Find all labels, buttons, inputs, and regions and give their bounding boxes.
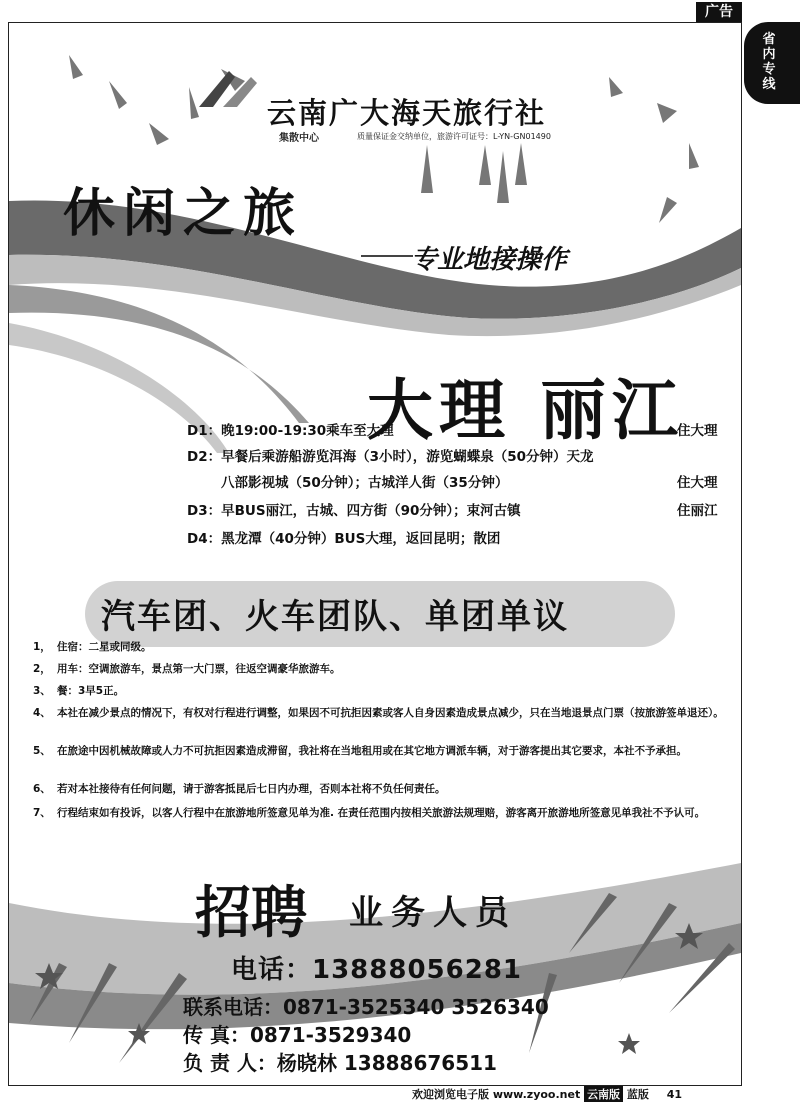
note-num: 3、 xyxy=(33,685,51,697)
footer-badge: 云南版 xyxy=(584,1086,623,1102)
note-2 xyxy=(33,659,742,679)
contact-phone: 联系电话：0871-3525340 3526340 xyxy=(183,995,549,1019)
contact-fax: 传 真：0871-3529340 xyxy=(183,1023,412,1047)
note-7 xyxy=(33,803,742,847)
note-text: 行程结束如有投诉，以客人行程中在旅游地所签意见单为准. 在责任范围内按相关旅游法规理赔，游客离开旅游地所签意见单我社不予认可。 xyxy=(57,807,706,819)
note-text: 若对本社接待有任何问题，请于游客抵昆后七日内办理，否则本社将不负任何责任。 xyxy=(57,783,446,795)
recruit-subtitle: 业务人员 xyxy=(349,893,517,933)
note-1 xyxy=(33,637,742,657)
note-6 xyxy=(33,779,742,799)
note-text: 在旅途中因机械故障或人力不可抗拒因素造成滞留，我社将在当地租用或在其它地方调派车辆，对于游客提出其它要求，本社不予承担。 xyxy=(57,745,687,757)
company-license: 质量保证金交纳单位，旅游许可证号：L-YN-GN01490 xyxy=(357,132,551,141)
footer-text: 欢迎浏览电子版 www.zyoo.net xyxy=(412,1088,581,1101)
group-banner-text: 汽车团、火车团队、单团单议 xyxy=(101,597,569,637)
note-text: 住宿：二星或同级。 xyxy=(57,641,152,653)
note-num: 2， xyxy=(33,663,51,675)
page-number: 41 xyxy=(666,1088,683,1101)
recruit-title: 招聘 xyxy=(195,881,307,946)
itinerary-stay-2: 住大理 xyxy=(677,475,718,491)
footer-edition: 蓝版 xyxy=(626,1088,649,1101)
advertisement-panel xyxy=(8,22,742,1086)
company-logo xyxy=(195,67,261,111)
itinerary-day-1: D1：晚19:00-19:30乘车至大理 xyxy=(187,423,394,439)
itinerary-stay-1: 住大理 xyxy=(677,423,718,439)
note-text: 本社在减少景点的情况下，有权对行程进行调整，如果因不可抗拒因素或客人自身因素造成景点减少，只在当地退景点门票（按旅游签单退还）。 xyxy=(57,707,724,719)
note-text: 餐：3早5正。 xyxy=(57,685,125,697)
note-3 xyxy=(33,681,742,701)
note-num: 1， xyxy=(33,641,51,653)
page-title: 休闲之旅 xyxy=(63,183,304,244)
company-name: 云南广大海天旅行社 xyxy=(267,96,547,130)
note-num: 4、 xyxy=(33,707,51,719)
contact-manager: 负 责 人：杨晓林 13888676511 xyxy=(183,1051,497,1075)
note-num: 5、 xyxy=(33,745,51,757)
itinerary-day-3: D3：早BUS丽江，古城、四方街（90分钟）；束河古镇 xyxy=(187,503,521,519)
note-text: 用车：空调旅游车，景点第一大门票，往返空调豪华旅游车。 xyxy=(57,663,341,675)
note-num: 6、 xyxy=(33,783,51,795)
ad-tag: 广告 xyxy=(696,2,742,22)
side-tab-label: 省内专线 xyxy=(762,32,776,92)
itinerary-day-2: D2：早餐后乘游船游览洱海（3小时），游览蝴蝶泉（50分钟）天龙 xyxy=(187,449,594,465)
recruit-phone: 电话：13888056281 xyxy=(231,955,522,985)
company-sub-left: 集散中心 xyxy=(279,133,319,144)
itinerary-day-2-cont: 八部影视城（50分钟）；古城洋人街（35分钟） xyxy=(221,475,509,491)
destinations-heading: 大理 丽江 xyxy=(367,372,684,449)
itinerary-stay-3: 住丽江 xyxy=(677,503,718,519)
itinerary-day-4: D4：黑龙潭（40分钟）BUS大理，返回昆明；散团 xyxy=(187,531,501,547)
note-num: 7、 xyxy=(33,807,51,819)
side-tab xyxy=(744,22,800,104)
slogan-dash xyxy=(361,255,413,257)
slogan: 专业地接操作 xyxy=(411,245,568,275)
